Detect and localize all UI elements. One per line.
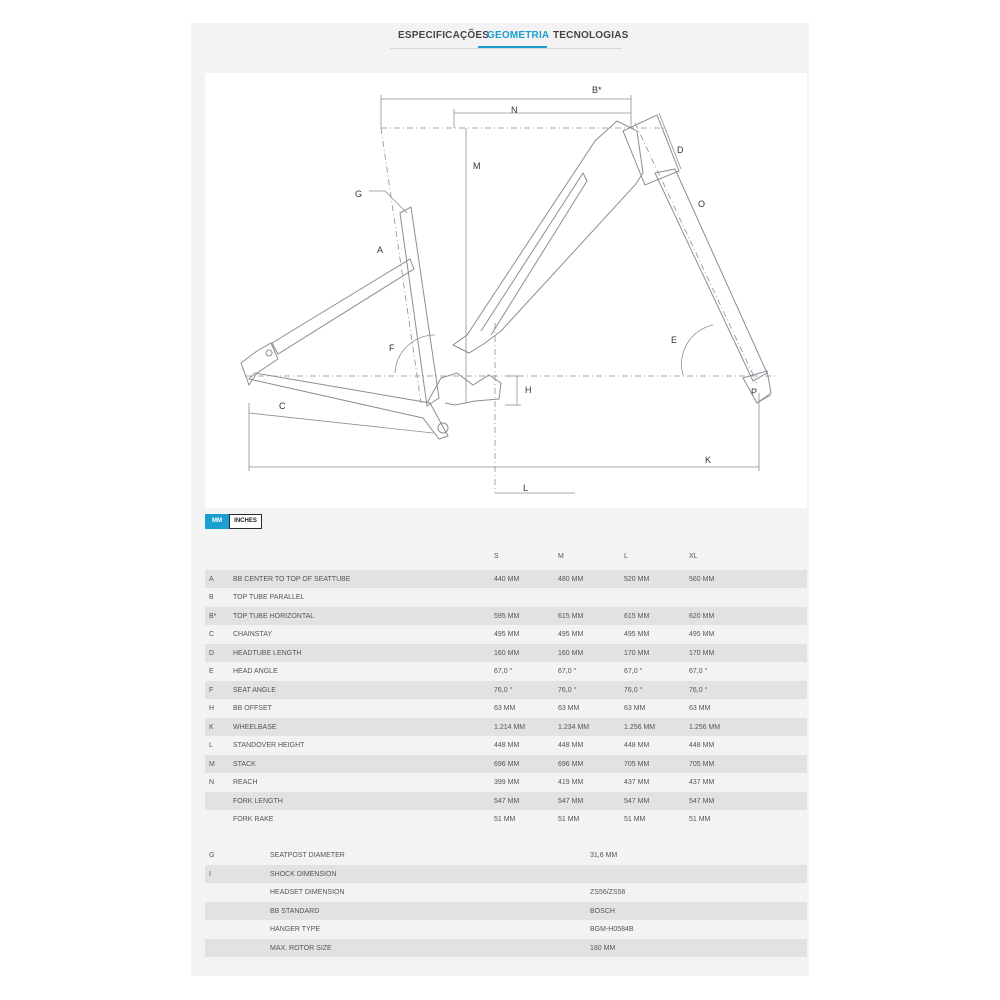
row-value: 495 MM [689, 631, 715, 638]
row-value: 419 MM [558, 779, 584, 786]
table-row [205, 718, 807, 737]
table-row [205, 846, 807, 865]
table-row [205, 662, 807, 681]
row-code: M [209, 760, 215, 768]
row-value: 76,0 ° [689, 686, 708, 694]
table-row [205, 699, 807, 718]
diagram-label-c: C [279, 401, 286, 411]
rear-dropout [241, 343, 278, 385]
table-row [205, 736, 807, 755]
table-row [205, 810, 807, 829]
diagram-label-h: H [525, 385, 532, 395]
row-value: 63 MM [494, 705, 516, 712]
row-value: 31,6 MM [590, 852, 618, 859]
row-label: SEAT ANGLE [233, 686, 276, 694]
row-code: I [209, 870, 211, 878]
tab-bar [390, 26, 629, 50]
table-row [205, 792, 807, 811]
table-row [205, 902, 807, 921]
size-header: M [558, 553, 564, 560]
row-label: WHEELBASE [233, 723, 277, 731]
row-label: REACH [233, 779, 258, 786]
table-row [205, 570, 807, 589]
tab-bar-divider [390, 48, 622, 49]
bike-frame-drawing [205, 73, 807, 508]
geometry-rows [205, 570, 807, 829]
active-tab-indicator [478, 46, 547, 48]
row-code: C [209, 631, 215, 638]
row-label: BB STANDARD [270, 907, 320, 915]
row-value: 547 MM [689, 797, 715, 805]
diagram-label-a: A [377, 245, 384, 255]
row-value: 696 MM [494, 760, 520, 768]
unit-toggle [205, 514, 262, 529]
table-row [205, 588, 807, 607]
bb-circle [438, 423, 448, 433]
row-label: FORK RAKE [233, 816, 274, 823]
row-label: HEADTUBE LENGTH [233, 649, 302, 657]
row-value: 63 MM [624, 705, 646, 712]
row-value: 495 MM [558, 631, 584, 638]
row-label: BB CENTER TO TOP OF SEATTUBE [233, 575, 351, 583]
row-code: F [209, 686, 214, 694]
steer-axis-line [635, 123, 757, 383]
geometry-table [205, 551, 807, 829]
diagram-label-e: E [671, 335, 678, 345]
row-value: 595 MM [494, 612, 520, 620]
row-value: BGM-H0584B [590, 926, 634, 933]
table-row [205, 644, 807, 663]
row-label: BB OFFSET [233, 705, 272, 712]
row-code: D [209, 649, 215, 657]
diagram-label-b: B* [592, 85, 602, 95]
row-value: 51 MM [689, 816, 711, 823]
row-value: 620 MM [689, 612, 715, 620]
row-label: HANGER TYPE [270, 926, 321, 933]
size-header: L [624, 553, 628, 560]
row-value: 67,0 ° [494, 668, 513, 675]
row-label: FORK LENGTH [233, 797, 283, 805]
row-value: 160 MM [494, 649, 520, 657]
row-value: 448 MM [558, 742, 584, 749]
row-code: L [209, 742, 213, 749]
row-value: ZS56/ZS56 [590, 889, 626, 896]
rear-axle [266, 350, 272, 356]
row-value: BOSCH [590, 907, 615, 915]
table-row [205, 883, 807, 902]
size-header-row [205, 551, 807, 570]
size-header: XL [689, 553, 698, 560]
row-label: TOP TUBE PARALLEL [233, 594, 305, 601]
row-code: G [209, 852, 215, 859]
row-value: 160 MM [558, 649, 584, 657]
diagram-label-o: O [698, 199, 706, 209]
row-label: MAX. ROTOR SIZE [270, 944, 332, 952]
table-row [205, 681, 807, 700]
table-row [205, 865, 807, 884]
diagram-label-d: D [677, 145, 684, 155]
down-tube [453, 121, 643, 353]
row-value: 51 MM [624, 816, 646, 823]
row-value: 615 MM [558, 612, 584, 620]
row-value: 76,0 ° [494, 686, 513, 694]
row-value: 399 MM [494, 779, 520, 786]
tab-tecnologias[interactable]: TECNOLOGIAS [553, 30, 629, 41]
row-value: 76,0 ° [624, 686, 643, 694]
row-value: 437 MM [689, 779, 715, 786]
diagram-label-m: M [473, 161, 481, 171]
row-value: 63 MM [558, 705, 580, 712]
row-value: 437 MM [624, 779, 650, 786]
head-tube [623, 115, 679, 185]
row-code: B* [209, 612, 217, 620]
row-code: A [209, 575, 214, 583]
row-value: 1.234 MM [558, 723, 590, 731]
fork [655, 169, 767, 381]
row-value: 448 MM [494, 742, 520, 749]
diagram-label-g: G [355, 189, 363, 199]
table-row [205, 920, 807, 939]
row-code: N [209, 779, 215, 786]
size-header: S [494, 553, 499, 560]
component-rows [205, 846, 807, 957]
row-value: 170 MM [689, 649, 715, 657]
row-value: 180 MM [590, 944, 616, 952]
row-label: HEADSET DIMENSION [270, 889, 345, 896]
row-value: 67,0 ° [689, 668, 708, 675]
row-value: 51 MM [494, 816, 516, 823]
table-row [205, 773, 807, 792]
row-value: 63 MM [689, 705, 711, 712]
row-value: 547 MM [494, 797, 520, 805]
table-row [205, 939, 807, 958]
components-table [205, 846, 807, 957]
diagram-label-l: L [523, 483, 529, 493]
row-value: 480 MM [558, 575, 584, 583]
row-value: 696 MM [558, 760, 584, 768]
row-value: 547 MM [624, 797, 650, 805]
row-value: 1.256 MM [624, 723, 656, 731]
row-label: STANDOVER HEIGHT [233, 742, 305, 749]
row-value: 448 MM [624, 742, 650, 749]
row-code: B [209, 594, 214, 601]
unit-mm-button[interactable]: MM [205, 514, 229, 529]
row-value: 560 MM [689, 575, 715, 583]
tab-geometria[interactable]: GEOMETRIA [487, 30, 550, 41]
row-label: SEATPOST DIAMETER [270, 852, 345, 859]
row-value: 1.214 MM [494, 723, 526, 731]
diagram-label-k: K [705, 455, 712, 465]
table-row [205, 625, 807, 644]
diagram-label-n: N [511, 105, 518, 115]
diagram-label-p: P [751, 387, 758, 397]
seat-angle-line [381, 128, 421, 403]
row-value: 615 MM [624, 612, 650, 620]
row-value: 705 MM [689, 760, 715, 768]
row-value: 440 MM [494, 575, 520, 583]
row-label: CHAINSTAY [233, 631, 273, 638]
row-value: 495 MM [624, 631, 650, 638]
row-value: 51 MM [558, 816, 580, 823]
row-code: E [209, 668, 214, 675]
row-value: 1.256 MM [689, 723, 721, 731]
tab-especificacoes[interactable]: ESPECIFICAÇÕES [398, 30, 490, 41]
row-value: 495 MM [494, 631, 520, 638]
diagram-label-f: F [389, 343, 395, 353]
row-label: TOP TUBE HORIZONTAL [233, 612, 315, 620]
row-value: 170 MM [624, 649, 650, 657]
row-value: 448 MM [689, 742, 715, 749]
table-row [205, 607, 807, 626]
row-value: 547 MM [558, 797, 584, 805]
row-code: K [209, 723, 214, 731]
row-code: H [209, 705, 215, 712]
geometry-diagram [205, 73, 807, 508]
unit-inches-button[interactable]: INCHES [229, 514, 262, 529]
row-value: 67,0 ° [624, 668, 643, 675]
seat-stay [272, 259, 414, 354]
row-value: 76,0 ° [558, 686, 577, 694]
row-value: 67,0 ° [558, 668, 577, 675]
row-label: SHOCK DIMENSION [270, 870, 337, 878]
row-label: HEAD ANGLE [233, 668, 278, 675]
row-value: 520 MM [624, 575, 650, 583]
row-label: STACK [233, 760, 256, 768]
row-value: 705 MM [624, 760, 650, 768]
table-row [205, 755, 807, 774]
